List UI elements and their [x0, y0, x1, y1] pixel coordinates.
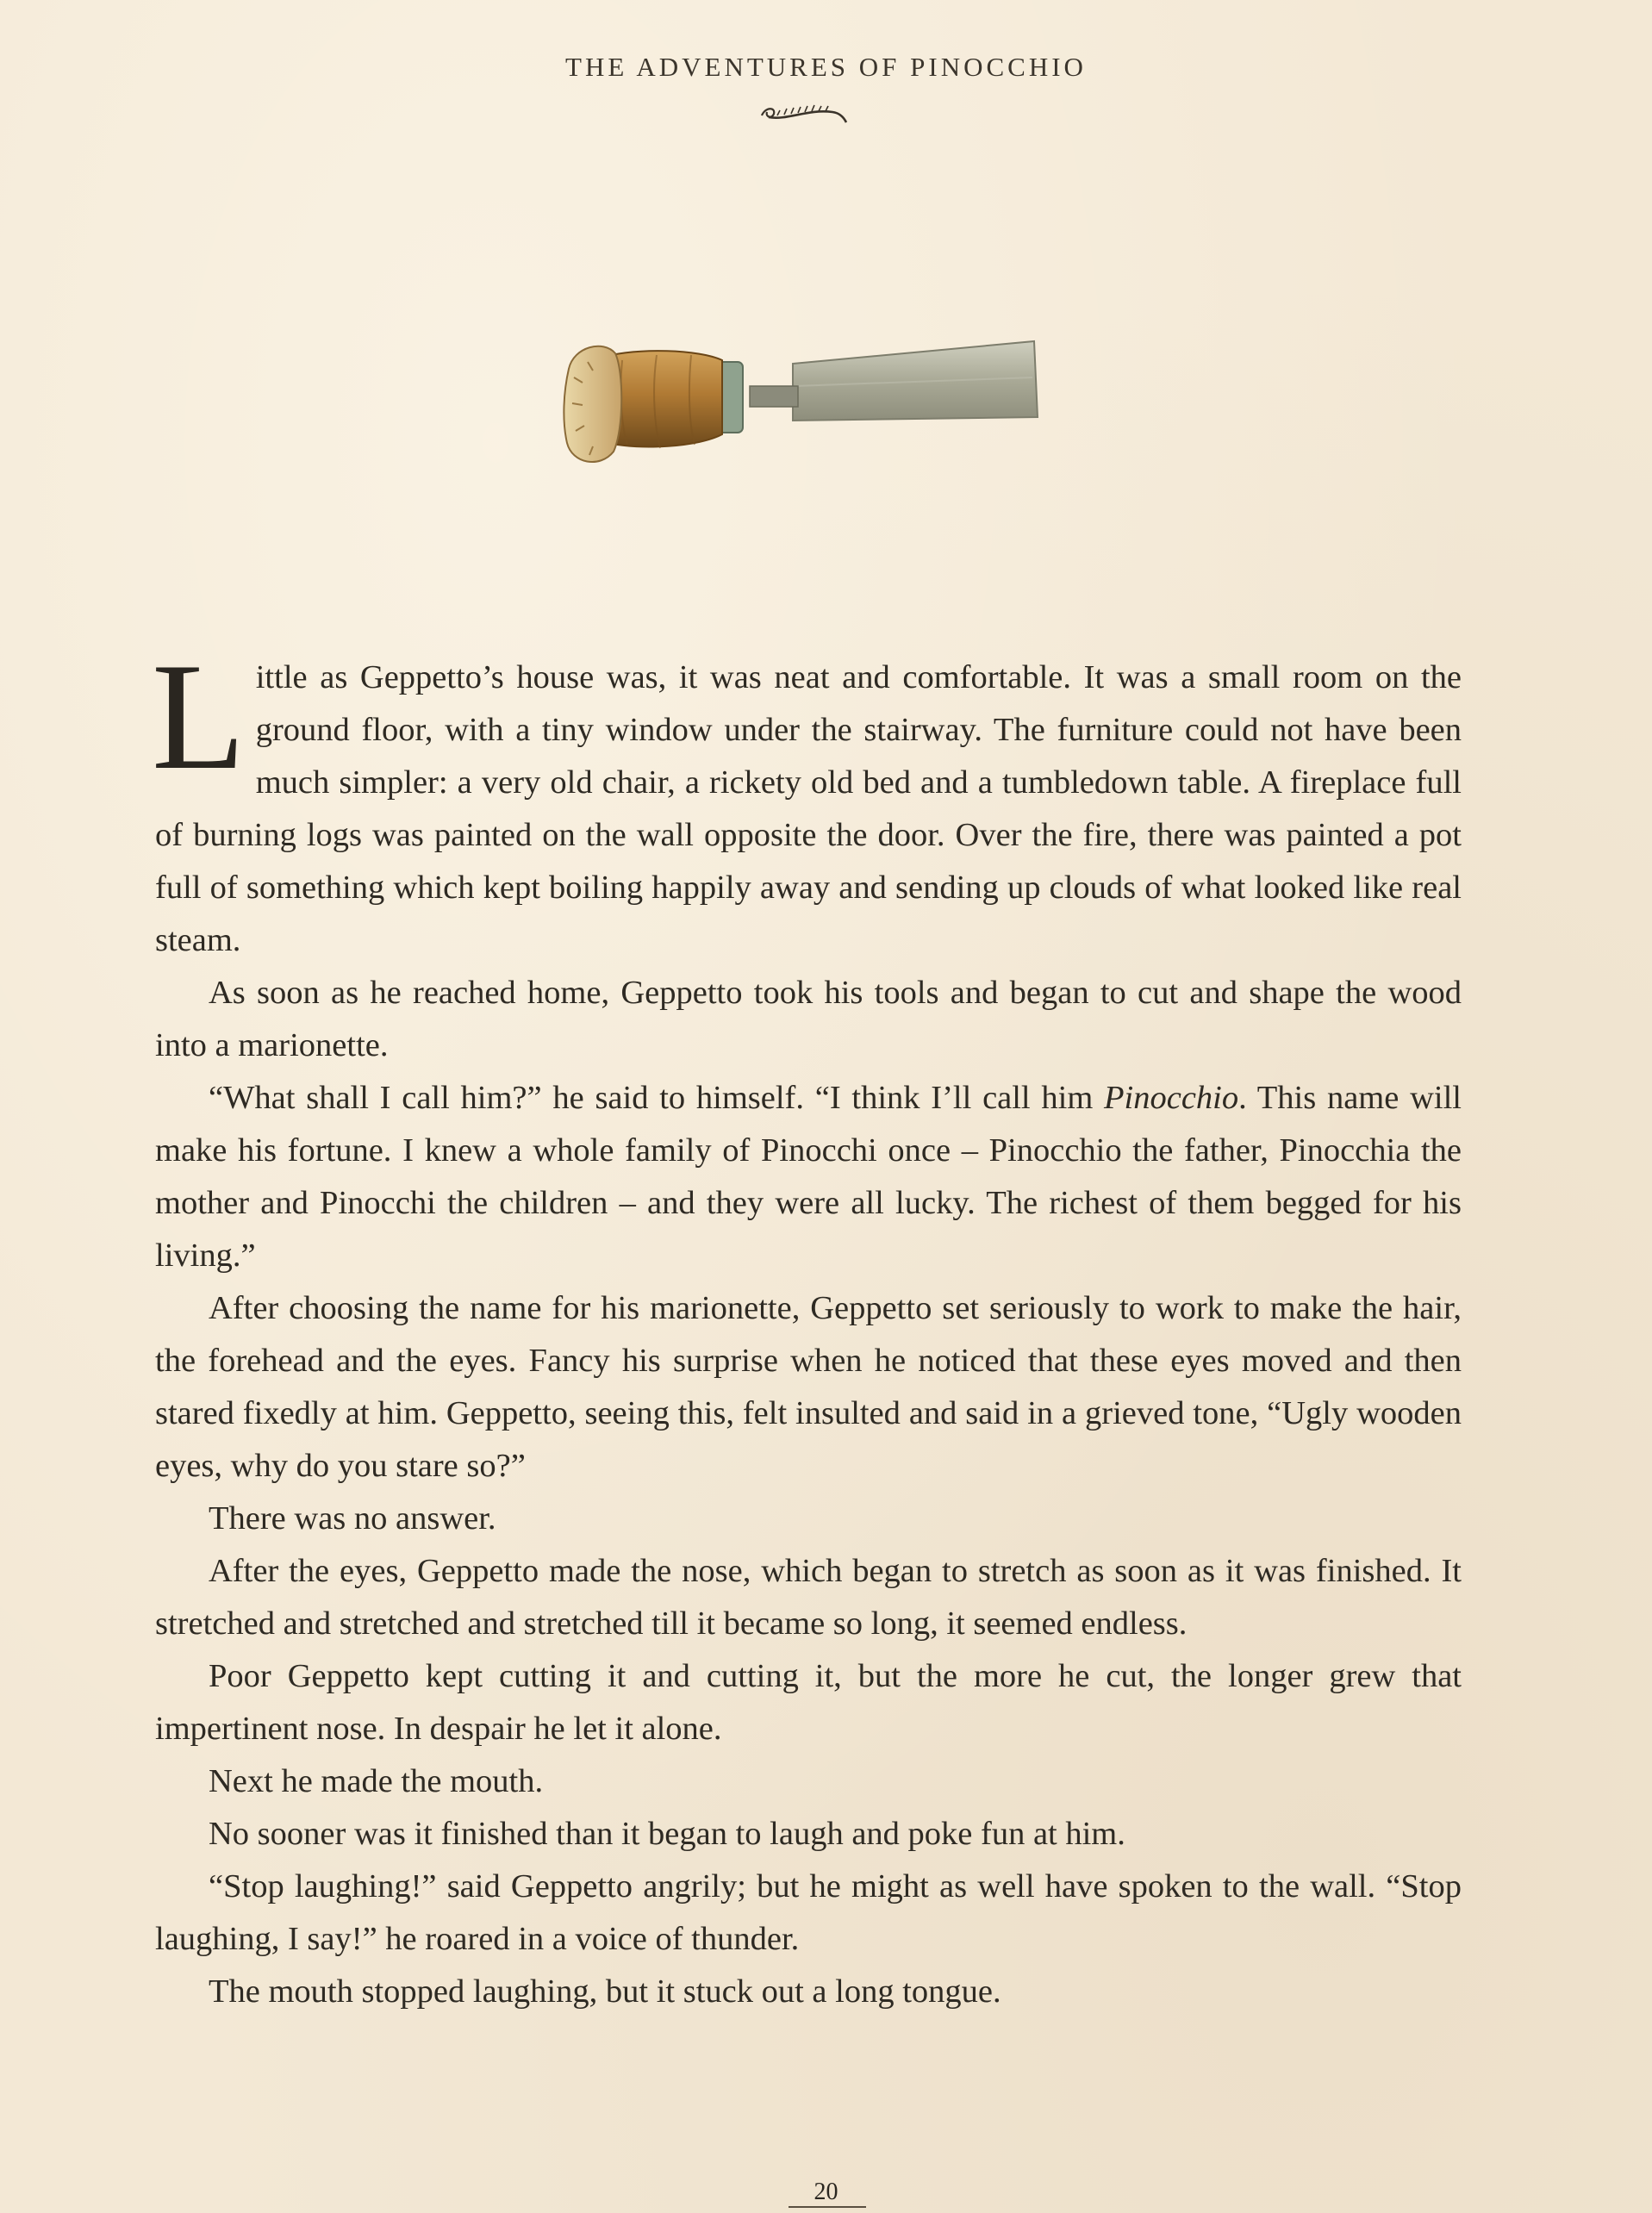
page-number: 20	[814, 2179, 838, 2205]
italic-name: Pinocchio	[1104, 1080, 1239, 1116]
paragraph: Next he made the mouth.	[209, 1763, 544, 1799]
chapter-text	[152, 631, 1462, 2018]
paragraph: No sooner was it finished than it began to laugh and poke fun at him.	[209, 1816, 1125, 1852]
paragraph-text: . This name will make his fortune. I knew a whole family of Pinocchi once – Pinocchio the father, Pinocchia the mother and Pinocchi the children – and they were all lucky. The richest of them begged for his living.”	[155, 1080, 1462, 1274]
flourish-ornament-icon	[757, 97, 851, 128]
paragraph: “Stop laughing!” said Geppetto angrily; but he might as well have spoken to the wall. “Stop laughing, I say!” he roared in a voice of thunder.	[155, 1868, 1462, 1957]
paragraph: After choosing the name for his marionette, Geppetto set seriously to work to make the hair, the forehead and the eyes. Fancy his surprise when he noticed that these eyes moved and then stared fixedly at him. Geppetto, seeing this, felt insulted and said in a grieved tone, “Ugly wooden eyes, why do you stare so?”	[155, 1290, 1462, 1484]
paragraph: As soon as he reached home, Geppetto took his tools and began to cut and shape the wood into a marionette.	[155, 975, 1462, 1063]
paragraph: There was no answer.	[209, 1500, 496, 1537]
running-head: THE ADVENTURES OF PINOCCHIO	[565, 52, 1087, 82]
drop-cap: L	[152, 631, 246, 801]
paragraph: After the eyes, Geppetto made the nose, which began to stretch as soon as it was finished. It stretched and stretched and stretched till it became so long, it seemed endless.	[155, 1553, 1462, 1642]
folio-rule	[789, 2206, 866, 2208]
paragraph	[155, 1072, 1462, 1282]
wood-chisel-icon	[562, 334, 1044, 481]
paragraph: The mouth stopped laughing, but it stuck out a long tongue.	[209, 1973, 1001, 2010]
paragraph: Poor Geppetto kept cutting it and cutting it, but the more he cut, the longer grew that impertinent nose. In despair he let it alone.	[155, 1658, 1462, 1747]
paragraph-text: “What shall I call him?” he said to himself. “I think I’ll call him	[209, 1080, 1105, 1116]
paragraph-text: ittle as Geppetto’s house was, it was neat and comfortable. It was a small room on the ground floor, with a tiny window under the stairway. The furniture could not have been much simpler: a very old chair, a rickety old bed and a tumbledown table. A fireplace full of burning logs was painted on the wall opposite the door. Over the fire, there was painted a pot full of something which kept boiling happily away and sending up clouds of what looked like real steam.	[155, 659, 1462, 958]
paragraph	[152, 631, 1462, 967]
